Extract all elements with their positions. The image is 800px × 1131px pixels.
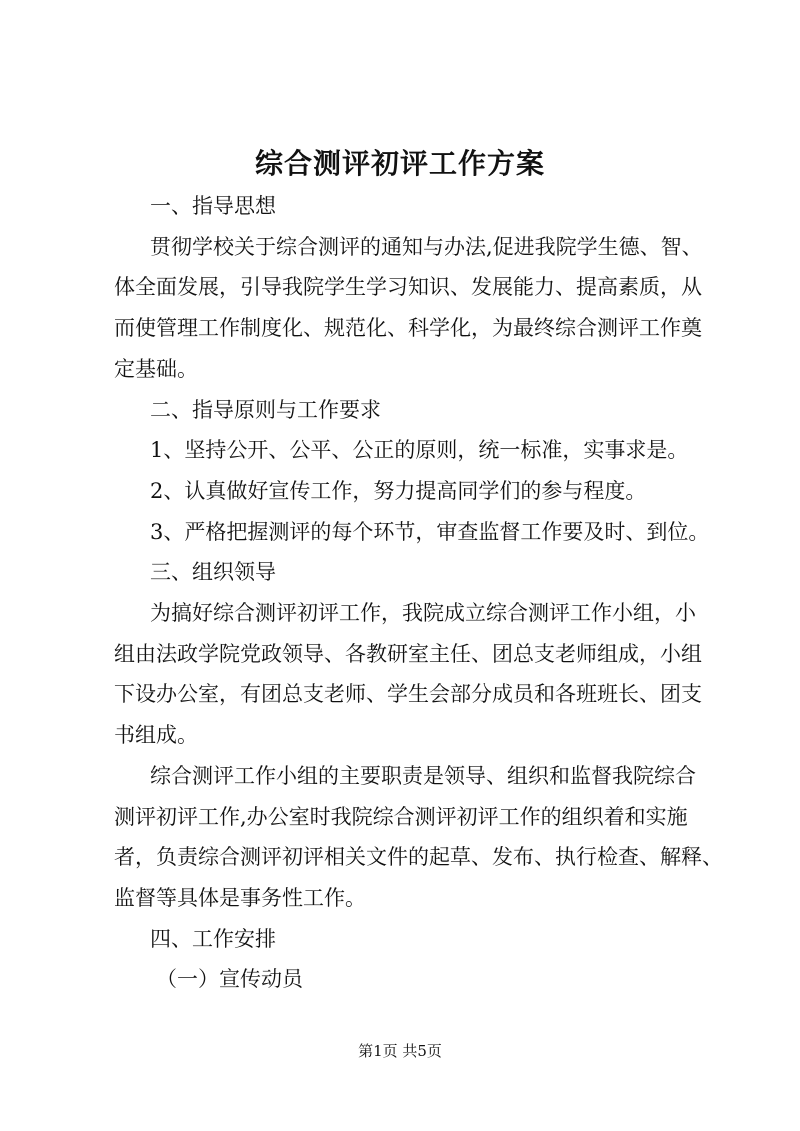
document-title: 综合测评初评工作方案: [254, 147, 545, 180]
subsection-heading: （一）宣传动员: [156, 967, 303, 992]
section-heading: 二、指导原则与工作要求: [150, 397, 381, 422]
section-heading: 四、工作安排: [150, 926, 276, 951]
list-item: 3、严格把握测评的每个环节，审查监督工作要及时、到位。: [150, 519, 710, 544]
list-item: 1、坚持公开、公平、公正的原则，统一标准，实事求是。: [150, 438, 689, 463]
paragraph-line: 为搞好综合测评初评工作，我院成立综合测评工作小组，小: [150, 601, 696, 626]
paragraph-line: 体全面发展，引导我院学生学习知识、发展能力、提高素质，从: [114, 275, 702, 300]
list-item: 2、认真做好宣传工作，努力提高同学们的参与程度。: [150, 478, 647, 503]
section-heading: 一、指导思想: [150, 194, 276, 218]
paragraph-line: 组由法政学院党政领导、各教研室主任、团总支老师组成，小组: [114, 641, 702, 666]
paragraph-line: 贯彻学校关于综合测评的通知与办法,促进我院学生德、智、: [150, 234, 703, 259]
paragraph-line: 监督等具体是事务性工作。: [114, 885, 366, 910]
section-heading: 三、组织领导: [150, 560, 276, 585]
paragraph-line: 综合测评工作小组的主要职责是领导、组织和监督我院综合: [150, 763, 696, 788]
page-footer: 第1页 共5页: [358, 1042, 442, 1060]
paragraph-line: 下设办公室，有团总支老师、学生会部分成员和各班班长、团支: [114, 682, 702, 707]
paragraph-line: 定基础。: [114, 356, 198, 381]
paragraph-line: 者，负责综合测评初评相关文件的起草、发布、执行检查、解释、: [114, 845, 723, 870]
paragraph-line: 书组成。: [114, 723, 198, 748]
paragraph-line: 而使管理工作制度化、规范化、科学化，为最终综合测评工作奠: [114, 316, 702, 341]
document-body: [114, 186, 723, 1000]
paragraph-line: 测评初评工作,办公室时我院综合测评初评工作的组织着和实施: [114, 804, 688, 829]
